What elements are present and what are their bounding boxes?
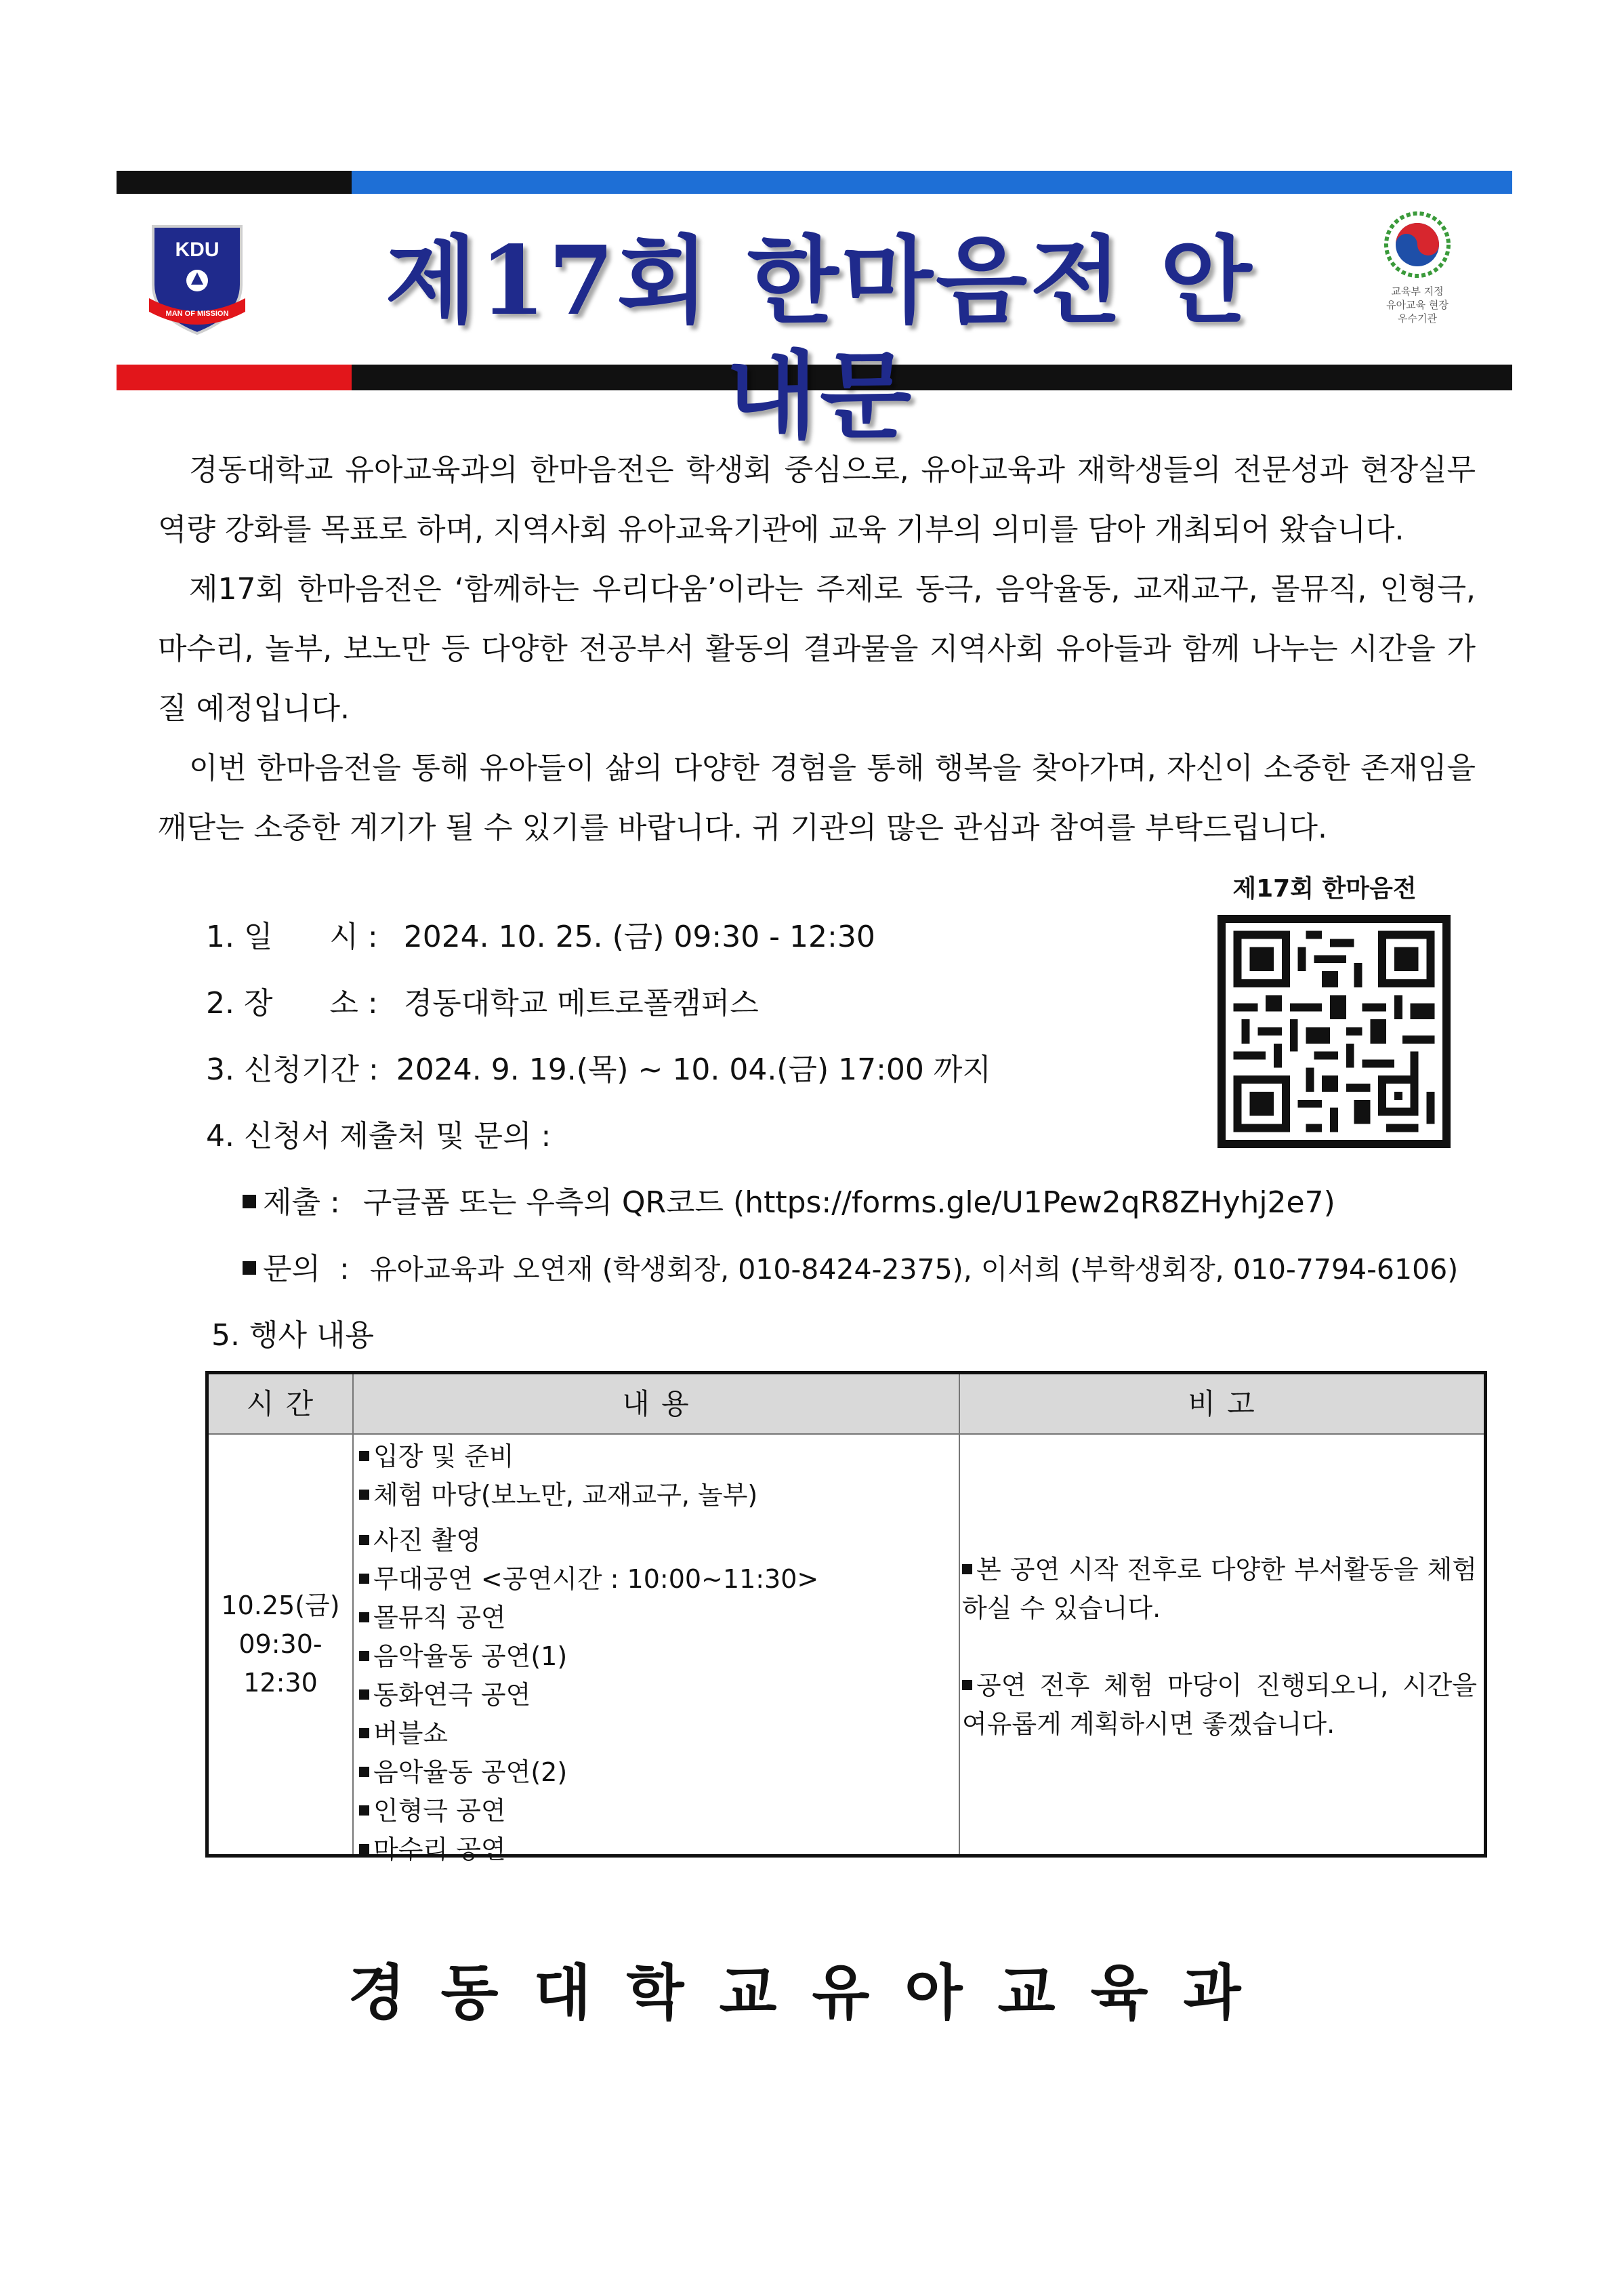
kdu-logo-motto: MAN OF MISSION [165, 310, 229, 318]
bullet-square-icon [243, 1261, 256, 1275]
bullet-square-icon [243, 1195, 256, 1208]
list-item: 음악율동 공연(1) [359, 1635, 567, 1673]
header-bottom-bar-red [117, 365, 352, 390]
intro-text-2: 제17회 한마음전은 ‘함께하는 우리다움’이라는 주제로 동극, 음악율동, 교재교구, 몰뮤직, 인형극, 마수리, 놀부, 보노만 등 다양한 전공부서 활동의 결과물을 지역사회 유아들과 함께 나누는 시간을 가질 예정입니다. [158, 572, 1476, 726]
bullet-square-icon [359, 1490, 369, 1500]
detail-inquiry-line [243, 1249, 1458, 1290]
bullet-square-icon [962, 1680, 972, 1690]
detail-submission-header [206, 1116, 551, 1157]
table-divider [959, 1374, 960, 1854]
detail-submit-line [243, 1183, 1335, 1223]
bullet-square-icon [359, 1535, 369, 1545]
intro-paragraph-1 [158, 440, 1476, 560]
kdu-logo [146, 222, 248, 337]
bullet-square-icon [359, 1651, 369, 1661]
list-item: 사진 촬영 [359, 1519, 481, 1557]
detail-place-value: 경동대학교 메트로폴캠퍼스 [403, 986, 759, 1021]
footer-department-name: 경동대학교유아교육과 [348, 1957, 1276, 2028]
government-certification-emblem [1363, 207, 1472, 363]
page-title: 제17회 한마음전 안내문 [385, 226, 1255, 452]
detail-period-value: 2024. 9. 19.(목) ~ 10. 04.(금) 17:00 까지 [396, 1052, 991, 1087]
intro-paragraph-2 [158, 560, 1476, 739]
table-cell-remarks [962, 1551, 1477, 1782]
list-item: 체험 마당(보노만, 교재교구, 놀부) [359, 1474, 757, 1511]
detail-date-label: 1. 일 시 : [206, 920, 378, 954]
kdu-logo-text: KDU [175, 239, 220, 261]
bullet-square-icon [359, 1805, 369, 1816]
detail-application-period [206, 1050, 991, 1090]
list-item: 몰뮤직 공연 [359, 1597, 506, 1634]
detail-place-label: 2. 장 소 : [206, 986, 378, 1021]
bullet-square-icon [359, 1767, 369, 1777]
bullet-square-icon [359, 1451, 369, 1461]
header-top-bar-blue [352, 171, 1512, 194]
detail-date [206, 917, 875, 958]
list-item: 버블쇼 [359, 1713, 448, 1750]
event-content-label: 5. 행사 내용 [211, 1318, 374, 1353]
remark-item-1: 본 공연 시작 전후로 다양한 부서활동을 체험하실 수 있습니다. [962, 1555, 1477, 1623]
time-line-1: 10.25(금) [221, 1591, 340, 1620]
detail-date-value: 2024. 10. 25. (금) 09:30 - 12:30 [403, 920, 875, 954]
emblem-caption-2: 유아교육 현장 [1386, 299, 1449, 311]
table-divider [352, 1374, 354, 1854]
detail-event-content-header [211, 1315, 374, 1356]
submit-label: 제출 : [263, 1185, 340, 1220]
bullet-square-icon [359, 1844, 369, 1854]
list-item: 인형극 공연 [359, 1790, 506, 1827]
intro-text-3: 이번 한마음전을 통해 유아들이 삶의 다양한 경험을 통해 행복을 찾아가며, 자신이 소중한 존재임을 깨닫는 소중한 계기가 될 수 있기를 바랍니다. 귀 기관의 많은 관심과 참여를 부탁드립니다. [158, 751, 1476, 845]
emblem-caption-3: 우수기관 [1398, 312, 1437, 325]
detail-period-label: 3. 신청기간 : [206, 1052, 379, 1087]
table-cell-time [209, 1435, 352, 1854]
bullet-square-icon [359, 1612, 369, 1622]
list-item: 마수리 공연 [359, 1828, 506, 1866]
table-header-remarks: 비 고 [1188, 1387, 1256, 1420]
remark-item-2: 공연 전후 체험 마당이 진행되오니, 시간을 여유롭게 계획하시면 좋겠습니다. [962, 1670, 1477, 1739]
intro-text-1: 경동대학교 유아교육과의 한마음전은 학생회 중심으로, 유아교육과 재학생들의 전문성과 현장실무 역량 강화를 목표로 하며, 지역사회 유아교육기관에 교육 기부의 의미를 담아 개최되어 왔습니다. [158, 453, 1476, 547]
inquiry-label: 문의 : [263, 1252, 350, 1286]
detail-place [206, 983, 759, 1024]
qr-caption: 제17회 한마음전 [1232, 875, 1417, 903]
list-item: 무대공연 <공연시간 : 10:00~11:30> [359, 1558, 818, 1595]
bullet-square-icon [359, 1574, 369, 1584]
emblem-caption-1: 교육부 지정 [1391, 285, 1444, 298]
list-item: 음악율동 공연(2) [359, 1751, 567, 1788]
bullet-square-icon [359, 1728, 369, 1738]
table-header-row [209, 1374, 1484, 1435]
intro-paragraph-3 [158, 739, 1476, 858]
list-item: 동화연극 공연 [359, 1674, 530, 1711]
list-item: 입장 및 준비 [359, 1435, 514, 1473]
qr-code[interactable] [1217, 915, 1451, 1148]
table-header-content: 내 용 [622, 1387, 690, 1420]
taegeuk-emblem-icon [1380, 207, 1455, 282]
event-table [205, 1371, 1487, 1864]
table-header-time: 시 간 [246, 1387, 315, 1420]
inquiry-value: 유아교육과 오연재 (학생회장, 010-8424-2375), 이서희 (부학생회장, 010-7794-6106) [369, 1253, 1459, 1286]
bullet-square-icon [962, 1564, 972, 1574]
header-top-bar-black [117, 171, 352, 194]
time-line-2: 09:30- [238, 1629, 322, 1659]
bullet-square-icon [359, 1689, 369, 1700]
detail-submission-label: 4. 신청서 제출처 및 문의 : [206, 1119, 551, 1153]
time-line-3: 12:30 [243, 1668, 318, 1698]
submit-value[interactable]: 구글폼 또는 우측의 QR코드 (https://forms.gle/U1Pew2qR8ZHyhj2e7) [362, 1185, 1335, 1220]
